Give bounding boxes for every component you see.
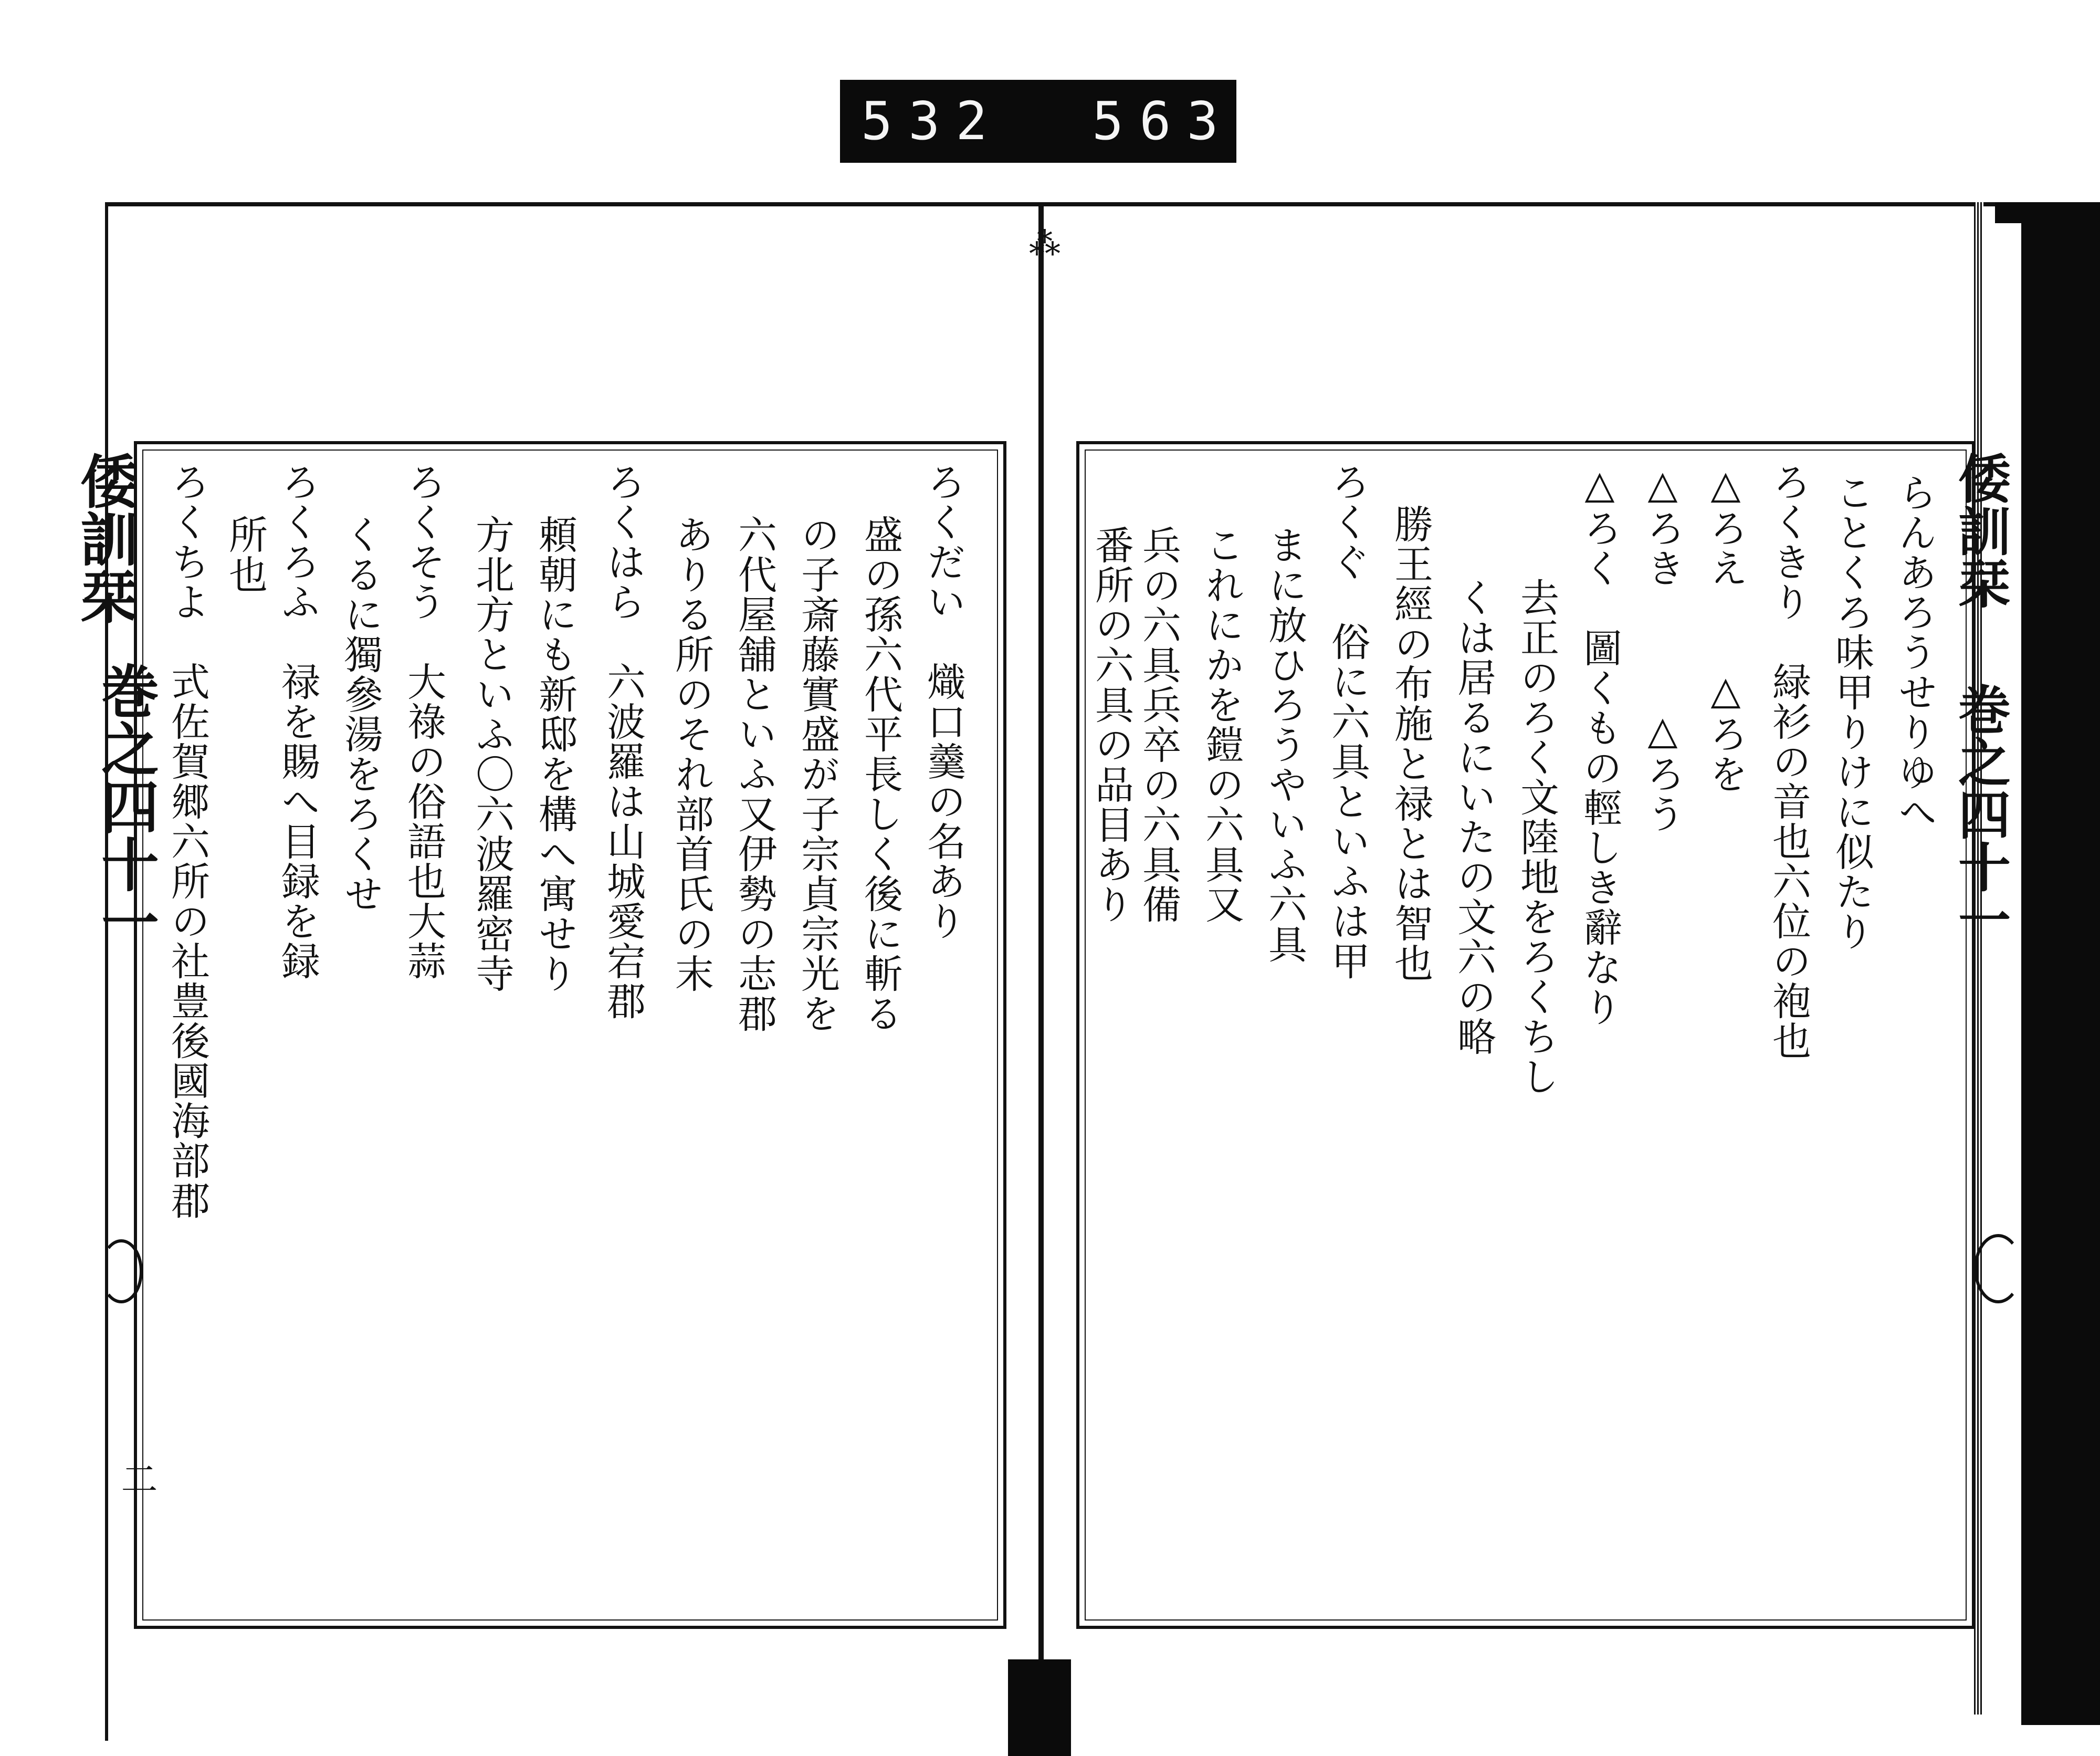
left-column-5: ありる所のそれ部首氏の末 <box>669 515 714 994</box>
gutter-mark: ⁂ <box>1029 226 1060 263</box>
right-binding-circle <box>1974 1234 2022 1303</box>
right-column-7: 去正のろく文陸地をろくちし <box>1514 578 1559 1096</box>
right-column-9: 勝王經の布施と禄とは智也 <box>1388 504 1433 983</box>
book-left-edge <box>105 202 108 1741</box>
right-column-1: らんあろうせりゆへ <box>1892 473 1937 832</box>
left-side-volume: 巻之四十一 <box>92 662 160 950</box>
left-column-7: 頼朝にも新邸を構へ寓せり <box>532 515 578 994</box>
right-side-volume: 巻之四十一 <box>1949 683 2011 945</box>
left-folio: 二 <box>115 1460 158 1497</box>
right-column-10: ろくぐ 俗に六具といふは甲 <box>1325 462 1370 981</box>
label-number-right: 563 <box>1092 90 1234 152</box>
left-column-10: くるに獨參湯をろくせ <box>338 515 383 914</box>
right-column-2: ことくろ味甲りけに似たり <box>1829 473 1874 952</box>
left-column-6: ろくはら 六波羅は山城愛宕郡 <box>601 462 646 1021</box>
book-top-edge <box>105 202 2016 206</box>
left-column-12: 所也 <box>223 515 268 594</box>
right-column-6: △ろく 圖くもの輕しき辭なり <box>1577 462 1622 1027</box>
right-column-13: 兵の六具兵卒の六具備 <box>1136 525 1181 924</box>
label-number-left: 532 <box>861 90 1003 152</box>
left-column-9: ろくそう 大祿の俗語也大蒜 <box>401 462 446 981</box>
right-side-title: 倭訓栞 <box>1949 452 2011 609</box>
cover-edge <box>2021 202 2100 1725</box>
left-column-1: ろくだい 熾口羹の名あり <box>921 462 966 941</box>
gutter-shadow <box>1008 1659 1071 1756</box>
right-column-11: まに放ひろうやいふ六具 <box>1262 525 1307 964</box>
left-column-3: の子斎藤實盛が子宗貞宗光を <box>795 515 840 1033</box>
left-column-8: 方北方といふ〇六波羅密寺 <box>469 515 514 994</box>
left-column-2: 盛の孫六代平長しく後に斬る <box>858 515 903 1033</box>
right-column-4: △ろえ △ろを <box>1703 462 1748 794</box>
right-column-12: これにかを鎧の六具又 <box>1199 525 1244 924</box>
left-column-4: 六代屋舗といふ又伊勢の志郡 <box>732 515 777 1033</box>
right-column-5: △ろき △ろう <box>1640 462 1685 834</box>
right-column-3: ろくきり 緑衫の音也六位の袍也 <box>1766 462 1811 1061</box>
left-column-13: ろくちよ 式佐賀郷六所の社豊後國海部郡 <box>165 462 210 1220</box>
book-gutter <box>1038 202 1044 1736</box>
right-column-8: くは居るにいたの文六の略 <box>1451 578 1496 1057</box>
left-side-title: 倭訓栞 <box>71 452 139 625</box>
microfilm-label <box>840 80 1236 163</box>
right-column-14: 番所の六具の品目あり <box>1089 525 1134 924</box>
page-edges <box>1974 202 1983 1715</box>
left-column-11: ろくろふ 禄を賜へ目録を録 <box>275 462 320 981</box>
